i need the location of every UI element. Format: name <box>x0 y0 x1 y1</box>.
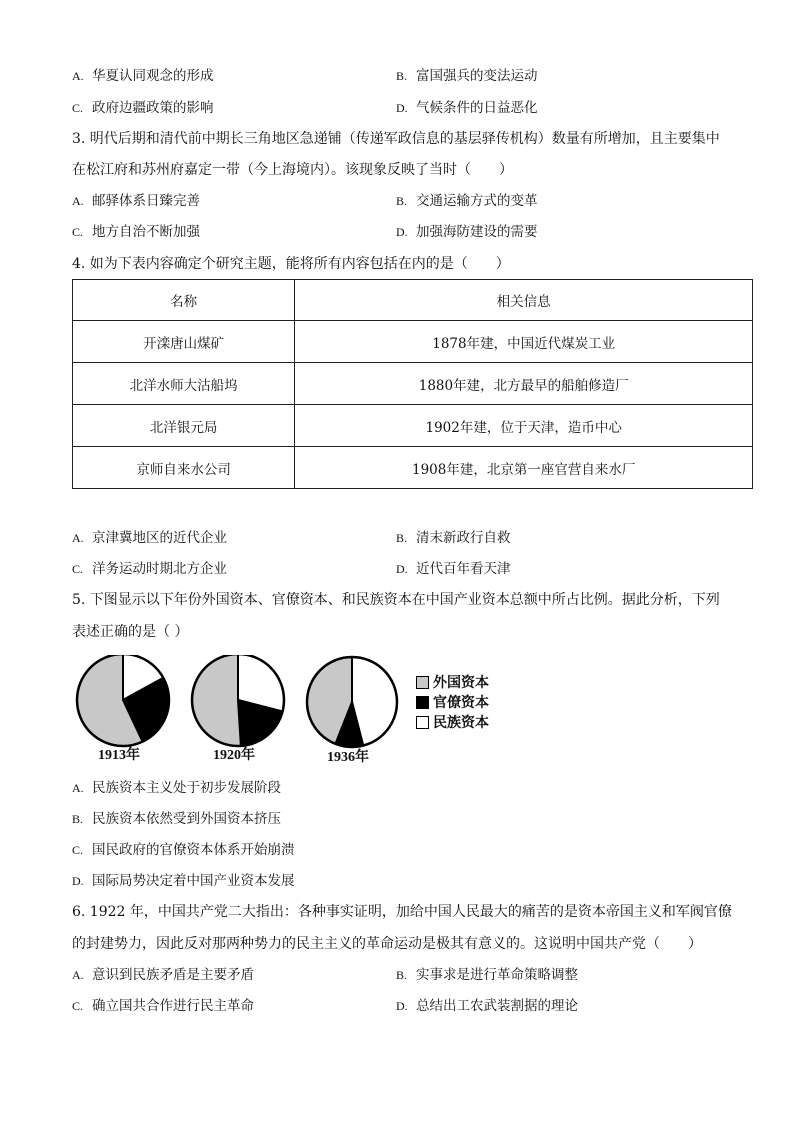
q4-option-c[interactable] <box>72 559 227 579</box>
option-text: 交通运输方式的变革 <box>416 193 538 209</box>
option-text: 国民政府的官僚资本体系开始崩溃 <box>92 842 295 858</box>
option-letter: A. <box>72 968 84 982</box>
pie-year-label: 1913年 <box>98 748 140 763</box>
pie-year-label: 1936年 <box>327 750 369 765</box>
legend-label: 外国资本 <box>433 675 489 691</box>
legend-label: 官僚资本 <box>433 695 489 711</box>
q3-option-c[interactable] <box>72 222 200 242</box>
table-cell-info: 1908年建，北京第一座官营自来水厂 <box>295 447 753 489</box>
table-row <box>73 321 753 363</box>
q5-stem-line2: 表述正确的是（ ） <box>72 624 189 640</box>
option-text: 实事求是进行革命策略调整 <box>416 967 578 983</box>
table-cell-name: 北洋水师大沽船坞 <box>73 363 295 405</box>
q2-option-d[interactable] <box>396 98 538 118</box>
q5-option-a[interactable] <box>72 778 281 798</box>
option-letter: D. <box>396 101 408 115</box>
option-text: 邮驿体系日臻完善 <box>92 193 200 209</box>
option-letter: D. <box>396 225 408 239</box>
q6-option-b[interactable] <box>396 965 578 985</box>
option-text: 地方自治不断加强 <box>92 224 200 240</box>
q6-stem-line1: 6. 1922 年，中国共产党二大指出：各种事实证明，加给中国人民最大的痛苦的是资本帝国主义和军阀官僚 <box>72 904 732 920</box>
q3-stem-line2: 在松江府和苏州府嘉定一带（今上海境内）。该现象反映了当时（ ） <box>72 162 513 178</box>
option-text: 加强海防建设的需要 <box>416 224 538 240</box>
option-text: 政府边疆政策的影响 <box>92 100 214 116</box>
table-cell-name: 北洋银元局 <box>73 405 295 447</box>
option-letter: B. <box>396 194 408 208</box>
table-header-name: 名称 <box>73 280 295 321</box>
q4-option-b[interactable] <box>396 528 511 548</box>
q5-option-d[interactable] <box>72 871 295 891</box>
table-cell-name: 开滦唐山煤矿 <box>73 321 295 363</box>
q2-option-c[interactable] <box>72 98 214 118</box>
option-letter: D. <box>396 562 408 576</box>
option-letter: B. <box>72 812 84 826</box>
option-letter: B. <box>396 531 408 545</box>
option-text: 总结出工农武装割据的理论 <box>416 998 578 1014</box>
q5-option-c[interactable] <box>72 840 295 860</box>
table-row <box>73 447 753 489</box>
option-text: 清末新政行自救 <box>416 530 511 546</box>
table-cell-info: 1902年建，位于天津，造币中心 <box>295 405 753 447</box>
legend-swatch <box>416 676 429 689</box>
q2-option-b[interactable] <box>396 66 538 86</box>
table-header-info: 相关信息 <box>295 280 753 321</box>
option-text: 国际局势决定着中国产业资本发展 <box>92 873 295 889</box>
option-letter: B. <box>396 69 408 83</box>
q5-stem-line1: 5. 下图显示以下年份外国资本、官僚资本、和民族资本在中国产业资本总额中所占比例。据此分析，下列 <box>72 592 720 608</box>
option-text: 民族资本主义处于初步发展阶段 <box>92 780 281 796</box>
legend-label: 民族资本 <box>433 715 489 731</box>
option-letter: C. <box>72 225 84 239</box>
option-text: 近代百年看天津 <box>416 561 511 577</box>
option-text: 富国强兵的变法运动 <box>416 68 538 84</box>
option-letter: D. <box>396 999 408 1013</box>
table-cell-info: 1878年建，中国近代煤炭工业 <box>295 321 753 363</box>
legend-item-bureaucratic <box>416 692 489 712</box>
table-row <box>73 363 753 405</box>
q6-stem-line2: 的封建势力，因此反对那两种势力的民主主义的革命运动是极其有意义的。这说明中国共产党（ ） <box>72 936 702 952</box>
q3-option-b[interactable] <box>396 191 538 211</box>
legend-item-foreign <box>416 672 489 692</box>
q5-option-b[interactable] <box>72 809 281 829</box>
q4-option-a[interactable] <box>72 528 227 548</box>
option-text: 京津冀地区的近代企业 <box>92 530 227 546</box>
option-text: 气候条件的日益恶化 <box>416 100 538 116</box>
q3-option-a[interactable] <box>72 191 200 211</box>
table-cell-info: 1880年建，北方最早的船舶修造厂 <box>295 363 753 405</box>
option-letter: C. <box>72 999 84 1013</box>
option-letter: A. <box>72 194 84 208</box>
option-letter: B. <box>396 968 408 982</box>
pie-legend <box>416 672 489 732</box>
option-text: 意识到民族矛盾是主要矛盾 <box>92 967 254 983</box>
q3-stem-line1: 3. 明代后期和清代前中期长三角地区急递铺（传递军政信息的基层驿传机构）数量有所增加，且主要集中 <box>72 131 720 147</box>
table-cell-name: 京师自来水公司 <box>73 447 295 489</box>
option-text: 民族资本依然受到外国资本挤压 <box>92 811 281 827</box>
pie-year-label: 1920年 <box>213 748 255 763</box>
option-letter: C. <box>72 101 84 115</box>
q6-option-a[interactable] <box>72 965 254 985</box>
option-letter: A. <box>72 781 84 795</box>
table-row <box>73 405 753 447</box>
option-letter: C. <box>72 843 84 857</box>
q4-stem: 4. 如为下表内容确定个研究主题，能将所有内容包括在内的是（ ） <box>72 256 510 272</box>
q4-option-d[interactable] <box>396 559 511 579</box>
legend-swatch <box>416 716 429 729</box>
q6-option-d[interactable] <box>396 996 578 1016</box>
option-letter: D. <box>72 874 84 888</box>
option-text: 确立国共合作进行民主革命 <box>92 998 254 1014</box>
legend-swatch <box>416 696 429 709</box>
option-letter: A. <box>72 531 84 545</box>
table-header-row <box>73 280 753 321</box>
legend-item-national <box>416 712 489 732</box>
q3-option-d[interactable] <box>396 222 538 242</box>
option-text: 华夏认同观念的形成 <box>92 68 214 84</box>
option-text: 洋务运动时期北方企业 <box>92 561 227 577</box>
pie-slice-foreign <box>192 655 241 746</box>
q4-table <box>72 279 753 489</box>
option-letter: C. <box>72 562 84 576</box>
q6-option-c[interactable] <box>72 996 254 1016</box>
option-letter: A. <box>72 69 84 83</box>
q2-option-a[interactable] <box>72 66 214 86</box>
